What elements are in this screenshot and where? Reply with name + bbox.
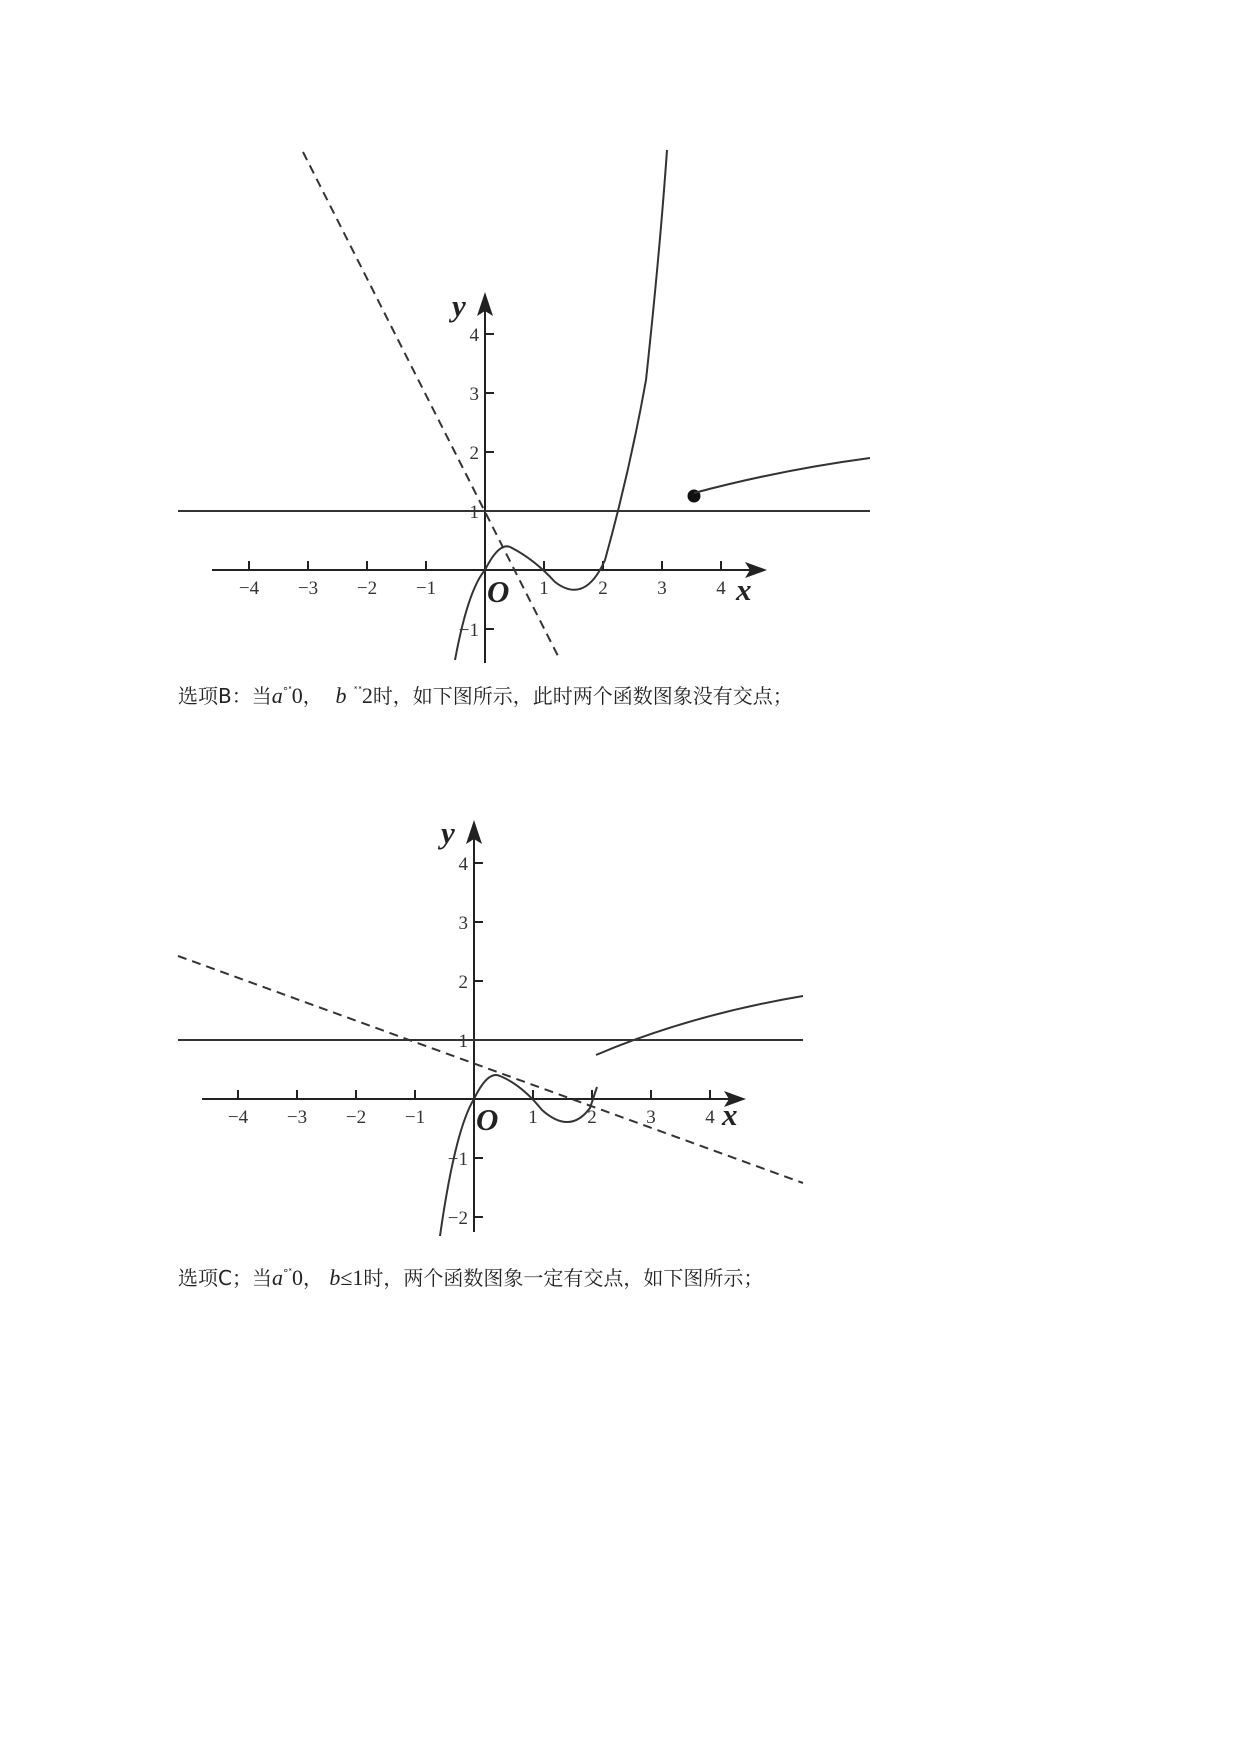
figure-c-graph bbox=[0, 800, 1241, 1250]
x-tick-label: 1 bbox=[539, 578, 549, 599]
y-axis-name: y bbox=[441, 815, 455, 850]
x-tick-label: −3 bbox=[286, 1107, 308, 1128]
caption-c-relation: ≤1 bbox=[340, 1265, 364, 1290]
caption-c-zero: 0 bbox=[291, 1265, 303, 1290]
y-tick-label: −1 bbox=[447, 1149, 468, 1170]
figure-b-graph bbox=[0, 0, 1241, 680]
x-tick-label: −4 bbox=[238, 578, 260, 599]
figure-c-axes bbox=[202, 828, 733, 1232]
log-curve bbox=[694, 458, 870, 493]
caption-b-var-a: a bbox=[271, 683, 283, 708]
caption-c-symbol-1: °˟ bbox=[282, 1267, 292, 1280]
x-tick-label: 1 bbox=[528, 1107, 538, 1128]
x-tick-label: 4 bbox=[705, 1107, 715, 1128]
x-tick-label: 3 bbox=[657, 578, 667, 599]
x-tick-label: −2 bbox=[345, 1107, 367, 1128]
caption-b-prefix: 选项B：当 bbox=[178, 684, 272, 708]
origin-label: O bbox=[476, 1102, 499, 1137]
caption-c-suffix: 时，两个函数图象一定有交点，如下图所示； bbox=[363, 1266, 764, 1290]
y-tick-label: 3 bbox=[458, 913, 468, 934]
y-tick-label: 4 bbox=[458, 854, 468, 875]
caption-b-comma: ， bbox=[302, 684, 323, 708]
x-tick-label: −3 bbox=[297, 578, 319, 599]
figure-c-tick-labels bbox=[228, 854, 715, 1229]
x-tick-label: −1 bbox=[404, 1107, 426, 1128]
caption-b-zero: 0 bbox=[291, 683, 303, 708]
caption-c-var-b: b bbox=[329, 1265, 341, 1290]
y-tick-label: 3 bbox=[469, 384, 479, 405]
caption-b-two: 2 bbox=[361, 683, 373, 708]
y-tick-label: −1 bbox=[458, 620, 479, 641]
figure-b-axes bbox=[212, 300, 755, 663]
log-curve bbox=[596, 996, 803, 1055]
x-axis-name: x bbox=[736, 572, 752, 607]
y-tick-label: 1 bbox=[469, 502, 479, 523]
x-axis-name: x bbox=[722, 1097, 738, 1132]
caption-c bbox=[178, 1262, 763, 1291]
y-tick-label: 1 bbox=[458, 1031, 468, 1052]
x-tick-label: 2 bbox=[587, 1107, 597, 1128]
caption-c-comma: ， bbox=[302, 1266, 323, 1290]
caption-b-suffix: 时，如下图所示，此时两个函数图象没有交点； bbox=[372, 684, 793, 708]
y-tick-label: 2 bbox=[458, 972, 468, 993]
x-tick-label: 2 bbox=[598, 578, 608, 599]
origin-label: O bbox=[487, 574, 510, 609]
caption-c-prefix: 选项C；当 bbox=[178, 1266, 272, 1290]
dashed-line bbox=[178, 956, 803, 1183]
y-axis-name: y bbox=[452, 288, 466, 323]
x-tick-label: 4 bbox=[716, 578, 726, 599]
y-tick-label: 2 bbox=[469, 443, 479, 464]
x-tick-label: −2 bbox=[356, 578, 378, 599]
y-tick-label: −2 bbox=[447, 1208, 468, 1229]
caption-b-symbol-2: ˟˟ bbox=[352, 685, 362, 698]
figure-b-tick-labels bbox=[239, 325, 726, 641]
y-tick-label: 4 bbox=[469, 325, 479, 346]
caption-c-var-a: a bbox=[271, 1265, 283, 1290]
caption-b-symbol-1: °˟ bbox=[282, 685, 292, 698]
caption-b-var-b: b bbox=[335, 683, 347, 708]
x-tick-label: −1 bbox=[415, 578, 437, 599]
x-tick-label: −4 bbox=[227, 1107, 249, 1128]
caption-b bbox=[178, 680, 793, 709]
x-tick-label: 3 bbox=[646, 1107, 656, 1128]
